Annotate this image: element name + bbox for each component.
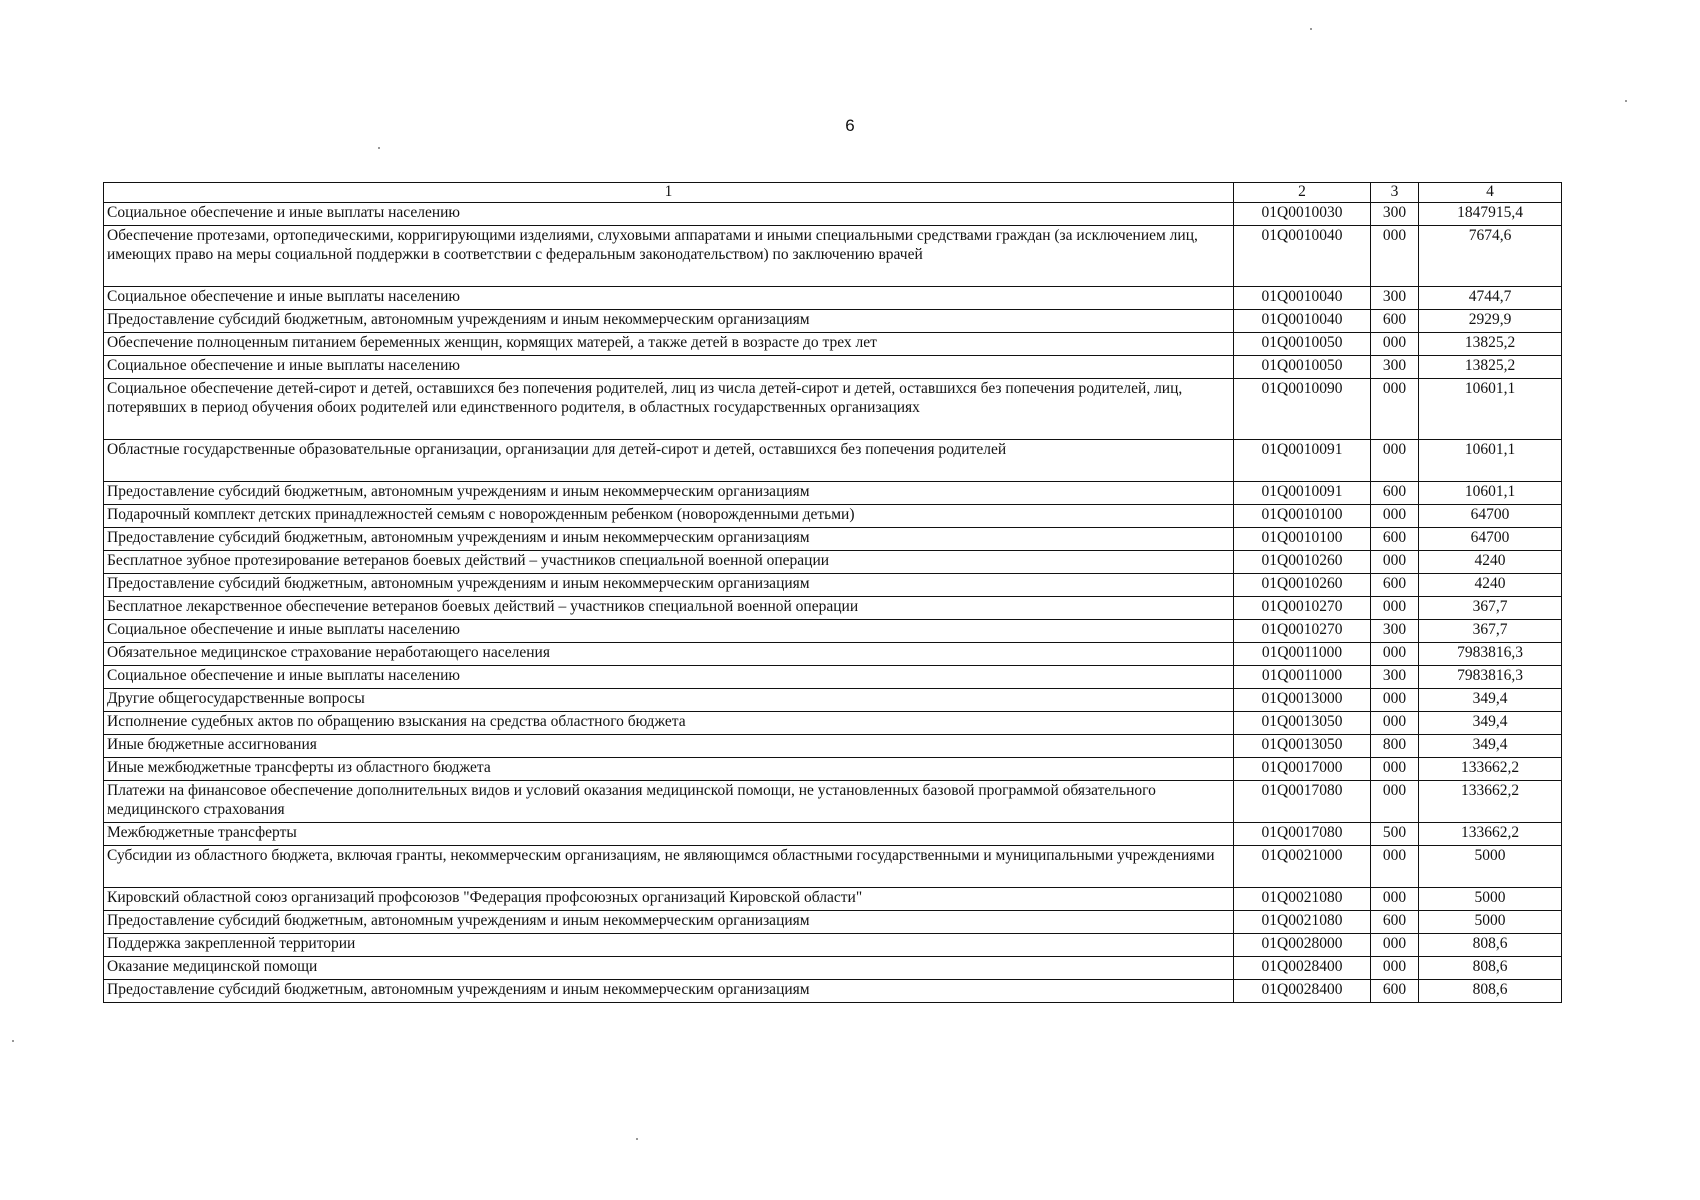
row-name: Бесплатное зубное протезирование ветеранов боевых действий – участников специальной военной операции [104,551,1234,574]
table-row [104,689,1562,712]
table-row [104,620,1562,643]
row-name: Социальное обеспечение и иные выплаты населению [104,287,1234,310]
header-col-1: 1 [104,183,1234,203]
row-type-code: 000 [1371,551,1419,574]
table-row [104,735,1562,758]
row-sum: 5000 [1419,846,1562,888]
row-type-code: 300 [1371,620,1419,643]
row-name: Иные межбюджетные трансферты из областного бюджета [104,758,1234,781]
row-name: Кировский областной союз организаций профсоюзов "Федерация профсоюзных организаций Кировской области" [104,888,1234,911]
row-type-code: 000 [1371,957,1419,980]
row-code: 01Q0010040 [1234,287,1371,310]
table-row [104,781,1562,823]
table-row [104,934,1562,957]
row-type-code: 300 [1371,287,1419,310]
row-type-code: 300 [1371,203,1419,226]
row-sum: 133662,2 [1419,781,1562,823]
row-type-code: 600 [1371,482,1419,505]
row-sum: 1847915,4 [1419,203,1562,226]
table-row [104,440,1562,482]
row-name: Оказание медицинской помощи [104,957,1234,980]
row-type-code: 600 [1371,911,1419,934]
table-row [104,911,1562,934]
row-code: 01Q0013050 [1234,712,1371,735]
table-row [104,310,1562,333]
row-code: 01Q0010260 [1234,574,1371,597]
row-code: 01Q0017080 [1234,781,1371,823]
row-type-code: 300 [1371,666,1419,689]
row-type-code: 000 [1371,333,1419,356]
row-sum: 7983816,3 [1419,643,1562,666]
row-code: 01Q0010100 [1234,528,1371,551]
row-code: 01Q0010050 [1234,356,1371,379]
row-sum: 808,6 [1419,980,1562,1003]
row-sum: 349,4 [1419,689,1562,712]
row-type-code: 600 [1371,574,1419,597]
row-name: Обязательное медицинское страхование неработающего населения [104,643,1234,666]
table-row [104,203,1562,226]
row-name: Предоставление субсидий бюджетным, автономным учреждениям и иным некоммерческим организациям [104,528,1234,551]
row-type-code: 800 [1371,735,1419,758]
row-type-code: 000 [1371,689,1419,712]
row-type-code: 000 [1371,597,1419,620]
row-sum: 133662,2 [1419,758,1562,781]
row-code: 01Q0010091 [1234,440,1371,482]
page-number: 6 [845,116,855,135]
row-type-code: 000 [1371,888,1419,911]
header-col-4: 4 [1419,183,1562,203]
row-type-code: 000 [1371,934,1419,957]
row-name: Подарочный комплект детских принадлежностей семьям с новорожденным ребенком (новорожденными детьми) [104,505,1234,528]
row-code: 01Q0010100 [1234,505,1371,528]
table-row [104,287,1562,310]
table-row [104,846,1562,888]
row-sum: 5000 [1419,888,1562,911]
table-row [104,226,1562,287]
row-name: Предоставление субсидий бюджетным, автономным учреждениям и иным некоммерческим организациям [104,310,1234,333]
row-sum: 13825,2 [1419,356,1562,379]
row-sum: 4240 [1419,574,1562,597]
table-row [104,505,1562,528]
row-sum: 5000 [1419,911,1562,934]
scan-speck [378,147,380,149]
row-type-code: 000 [1371,643,1419,666]
row-name: Иные бюджетные ассигнования [104,735,1234,758]
table-row [104,597,1562,620]
row-code: 01Q0010040 [1234,226,1371,287]
table-row [104,574,1562,597]
table-row [104,356,1562,379]
row-name: Предоставление субсидий бюджетным, автономным учреждениям и иным некоммерческим организациям [104,482,1234,505]
row-code: 01Q0011000 [1234,643,1371,666]
row-sum: 64700 [1419,505,1562,528]
row-type-code: 000 [1371,781,1419,823]
row-name: Бесплатное лекарственное обеспечение ветеранов боевых действий – участников специальной военной операции [104,597,1234,620]
scan-speck [12,1040,14,1042]
row-sum: 7983816,3 [1419,666,1562,689]
row-type-code: 000 [1371,379,1419,440]
scan-speck [1310,28,1312,30]
scan-speck [636,1138,638,1140]
row-sum: 133662,2 [1419,823,1562,846]
row-code: 01Q0021080 [1234,911,1371,934]
table-row [104,823,1562,846]
row-sum: 10601,1 [1419,482,1562,505]
row-code: 01Q0010270 [1234,597,1371,620]
row-name: Социальное обеспечение и иные выплаты населению [104,620,1234,643]
row-type-code: 000 [1371,712,1419,735]
row-type-code: 000 [1371,505,1419,528]
row-sum: 4240 [1419,551,1562,574]
row-sum: 367,7 [1419,620,1562,643]
row-name: Поддержка закрепленной территории [104,934,1234,957]
row-code: 01Q0010091 [1234,482,1371,505]
row-name: Субсидии из областного бюджета, включая гранты, некоммерческим организациям, не являющимся областными государственными и муниципальными учреждениями [104,846,1234,888]
table-row [104,528,1562,551]
row-name: Предоставление субсидий бюджетным, автономным учреждениям и иным некоммерческим организациям [104,980,1234,1003]
row-sum: 4744,7 [1419,287,1562,310]
table-row [104,758,1562,781]
row-name: Социальное обеспечение детей-сирот и детей, оставшихся без попечения родителей, лиц из числа детей-сирот и детей, оставшихся без попечения родителей, лиц, потерявших в период обучения обоих родителей или единственного родителя, в областных государственных организациях [104,379,1234,440]
header-col-2: 2 [1234,183,1371,203]
row-code: 01Q0017000 [1234,758,1371,781]
row-type-code: 000 [1371,226,1419,287]
row-code: 01Q0013000 [1234,689,1371,712]
row-type-code: 000 [1371,846,1419,888]
row-sum: 10601,1 [1419,379,1562,440]
row-name: Межбюджетные трансферты [104,823,1234,846]
row-code: 01Q0010050 [1234,333,1371,356]
row-type-code: 500 [1371,823,1419,846]
row-sum: 7674,6 [1419,226,1562,287]
row-name: Обеспечение полноценным питанием беременных женщин, кормящих матерей, а также детей в возрасте до трех лет [104,333,1234,356]
table-row [104,712,1562,735]
scan-speck [1625,100,1627,102]
row-code: 01Q0017080 [1234,823,1371,846]
row-code: 01Q0028400 [1234,957,1371,980]
table-row [104,333,1562,356]
table-row [104,482,1562,505]
row-sum: 349,4 [1419,712,1562,735]
row-name: Предоставление субсидий бюджетным, автономным учреждениям и иным некоммерческим организациям [104,574,1234,597]
row-name: Социальное обеспечение и иные выплаты населению [104,203,1234,226]
row-name: Платежи на финансовое обеспечение дополнительных видов и условий оказания медицинской помощи, не установленных базовой программой обязательного медицинского страхования [104,781,1234,823]
budget-table [103,182,1562,1003]
table-row [104,666,1562,689]
row-sum: 10601,1 [1419,440,1562,482]
table-header-row [104,183,1562,203]
row-code: 01Q0010030 [1234,203,1371,226]
row-name: Социальное обеспечение и иные выплаты населению [104,666,1234,689]
row-code: 01Q0010270 [1234,620,1371,643]
row-name: Предоставление субсидий бюджетным, автономным учреждениям и иным некоммерческим организациям [104,911,1234,934]
row-sum: 808,6 [1419,957,1562,980]
row-code: 01Q0010260 [1234,551,1371,574]
row-code: 01Q0021080 [1234,888,1371,911]
row-sum: 367,7 [1419,597,1562,620]
row-code: 01Q0010090 [1234,379,1371,440]
table-row [104,379,1562,440]
table-body [104,203,1562,1003]
table-row [104,643,1562,666]
table-row [104,957,1562,980]
row-sum: 64700 [1419,528,1562,551]
row-code: 01Q0013050 [1234,735,1371,758]
row-name: Исполнение судебных актов по обращению взыскания на средства областного бюджета [104,712,1234,735]
row-code: 01Q0028000 [1234,934,1371,957]
row-sum: 2929,9 [1419,310,1562,333]
row-type-code: 600 [1371,980,1419,1003]
row-sum: 349,4 [1419,735,1562,758]
table-row [104,551,1562,574]
row-code: 01Q0021000 [1234,846,1371,888]
row-type-code: 000 [1371,758,1419,781]
row-type-code: 600 [1371,310,1419,333]
row-name: Обеспечение протезами, ортопедическими, корригирующими изделиями, слуховыми аппаратами и иными специальными средствами граждан (за исключением лиц, имеющих право на меры социальной поддержки в соответствии с федеральным законодательством) по заключению врачей [104,226,1234,287]
table-row [104,980,1562,1003]
row-type-code: 600 [1371,528,1419,551]
row-name: Областные государственные образовательные организации, организации для детей-сирот и детей, оставшихся без попечения родителей [104,440,1234,482]
row-code: 01Q0028400 [1234,980,1371,1003]
row-name: Социальное обеспечение и иные выплаты населению [104,356,1234,379]
row-sum: 13825,2 [1419,333,1562,356]
row-sum: 808,6 [1419,934,1562,957]
header-col-3: 3 [1371,183,1419,203]
row-type-code: 000 [1371,440,1419,482]
table-row [104,888,1562,911]
row-code: 01Q0010040 [1234,310,1371,333]
row-code: 01Q0011000 [1234,666,1371,689]
row-type-code: 300 [1371,356,1419,379]
row-name: Другие общегосударственные вопросы [104,689,1234,712]
